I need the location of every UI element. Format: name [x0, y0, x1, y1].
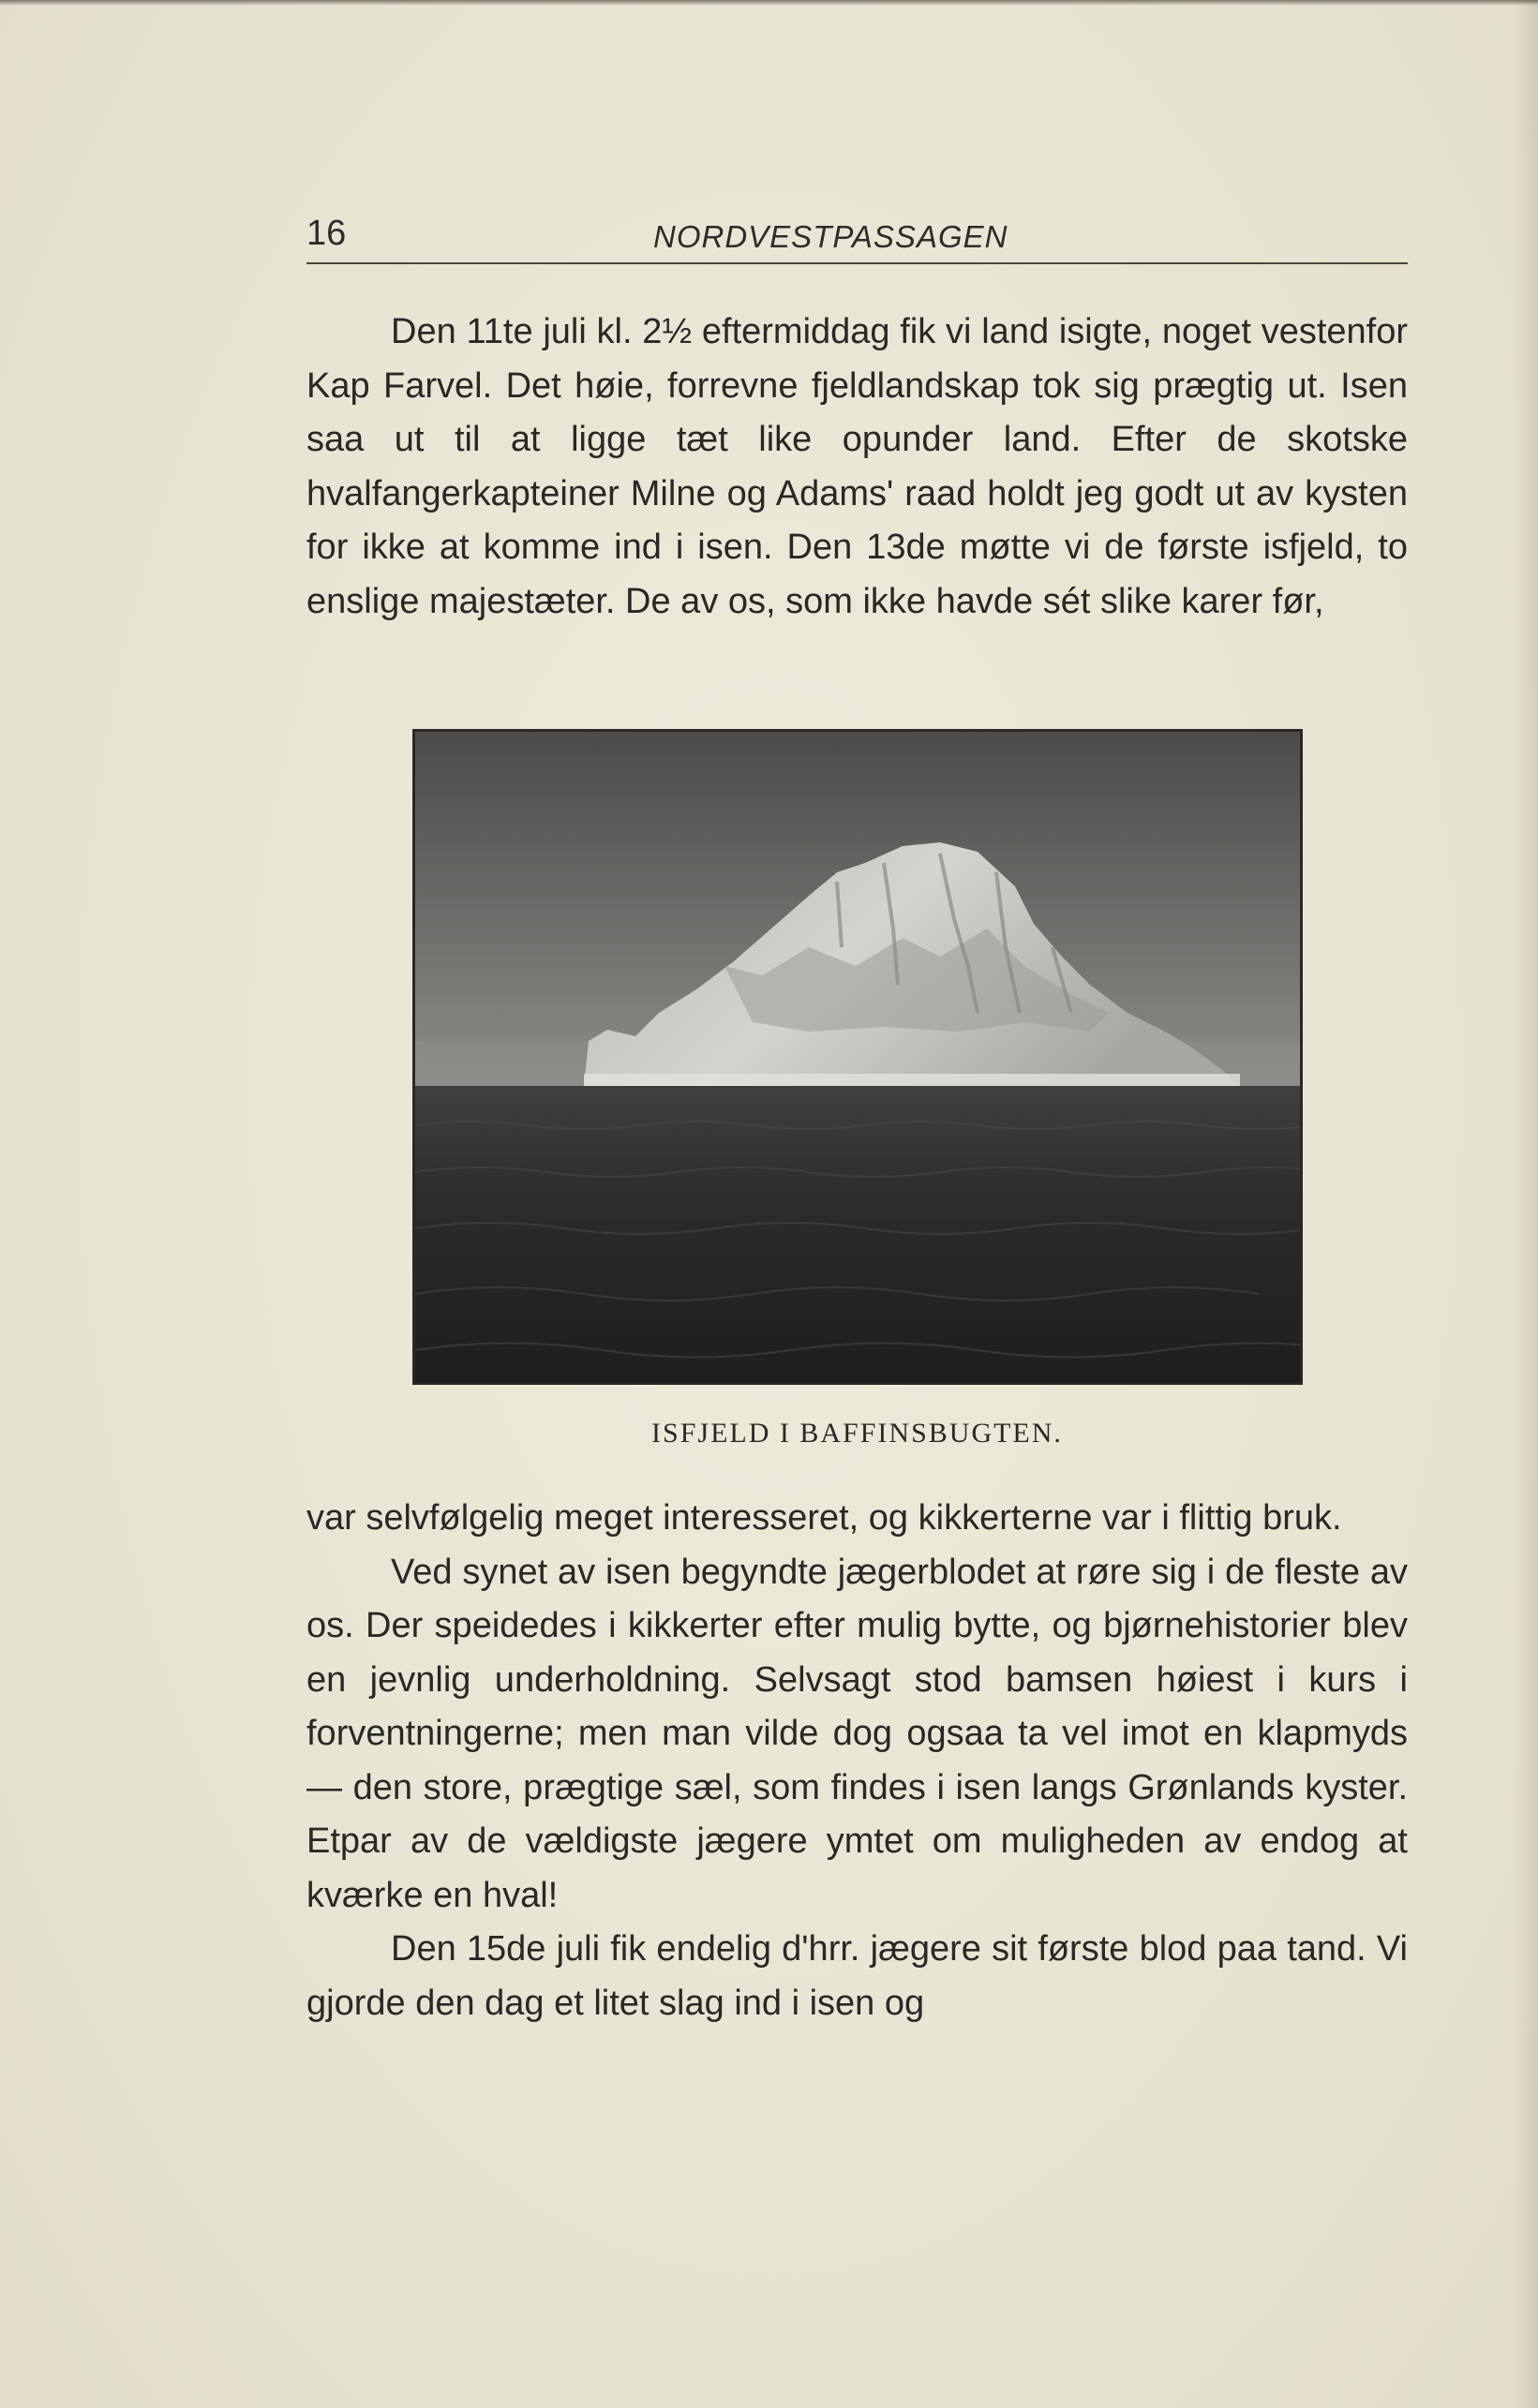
- paragraph: Den 15de juli fik endelig d'hrr. jægere sit første blod paa tand. Vi gjorde den dag et litet slag ind i isen og: [306, 1929, 1408, 2023]
- paragraph: var selvfølgelig meget interesseret, og kikkerterne var i flittig bruk.: [306, 1498, 1342, 1538]
- paragraph: Den 11te juli kl. 2½ eftermiddag fik vi land isigte, noget vestenfor Kap Farvel. Det høie, forrevne fjeldlandskap tok sig prægtig ut. Isen saa ut til at ligge tæt like opunder land. Efter de skotske hvalfangerkapteiner Milne og Adams' raad holdt jeg godt ut av kysten for ikke at komme ind i isen. Den 13de møtte vi de første isfjeld, to enslige majestæter. De av os, som ikke havde sét slike karer før,: [306, 312, 1408, 621]
- text-block-top: [306, 305, 1408, 629]
- figure-caption: ISFJELD I BAFFINSBUGTEN.: [651, 1418, 1063, 1449]
- iceberg-photograph: [412, 729, 1303, 1385]
- scan-top-shadow: [0, 0, 1538, 6]
- scan-edge-shadow: [1514, 0, 1538, 2408]
- running-title: NORDVESTPASSAGEN: [653, 219, 1008, 254]
- paragraph: Ved synet av isen begyndte jægerblodet at røre sig i de fleste av os. Der speidedes i kikkerter efter mulig bytte, og bjørnehistorier blev en jevnlig underholdning. Selvsagt stod bamsen høiest i kurs i forventningerne; men man vilde dog ogsaa ta vel imot en klapmyds — den store, prægtige sæl, som findes i isen langs Grønlands kyster. Etpar av de vældigste jægere ymtet om muligheden av endog at kværke en hval!: [306, 1552, 1408, 1915]
- running-head: [306, 210, 1408, 264]
- text-block-bottom: [306, 1492, 1408, 2030]
- page-number: 16: [306, 214, 347, 253]
